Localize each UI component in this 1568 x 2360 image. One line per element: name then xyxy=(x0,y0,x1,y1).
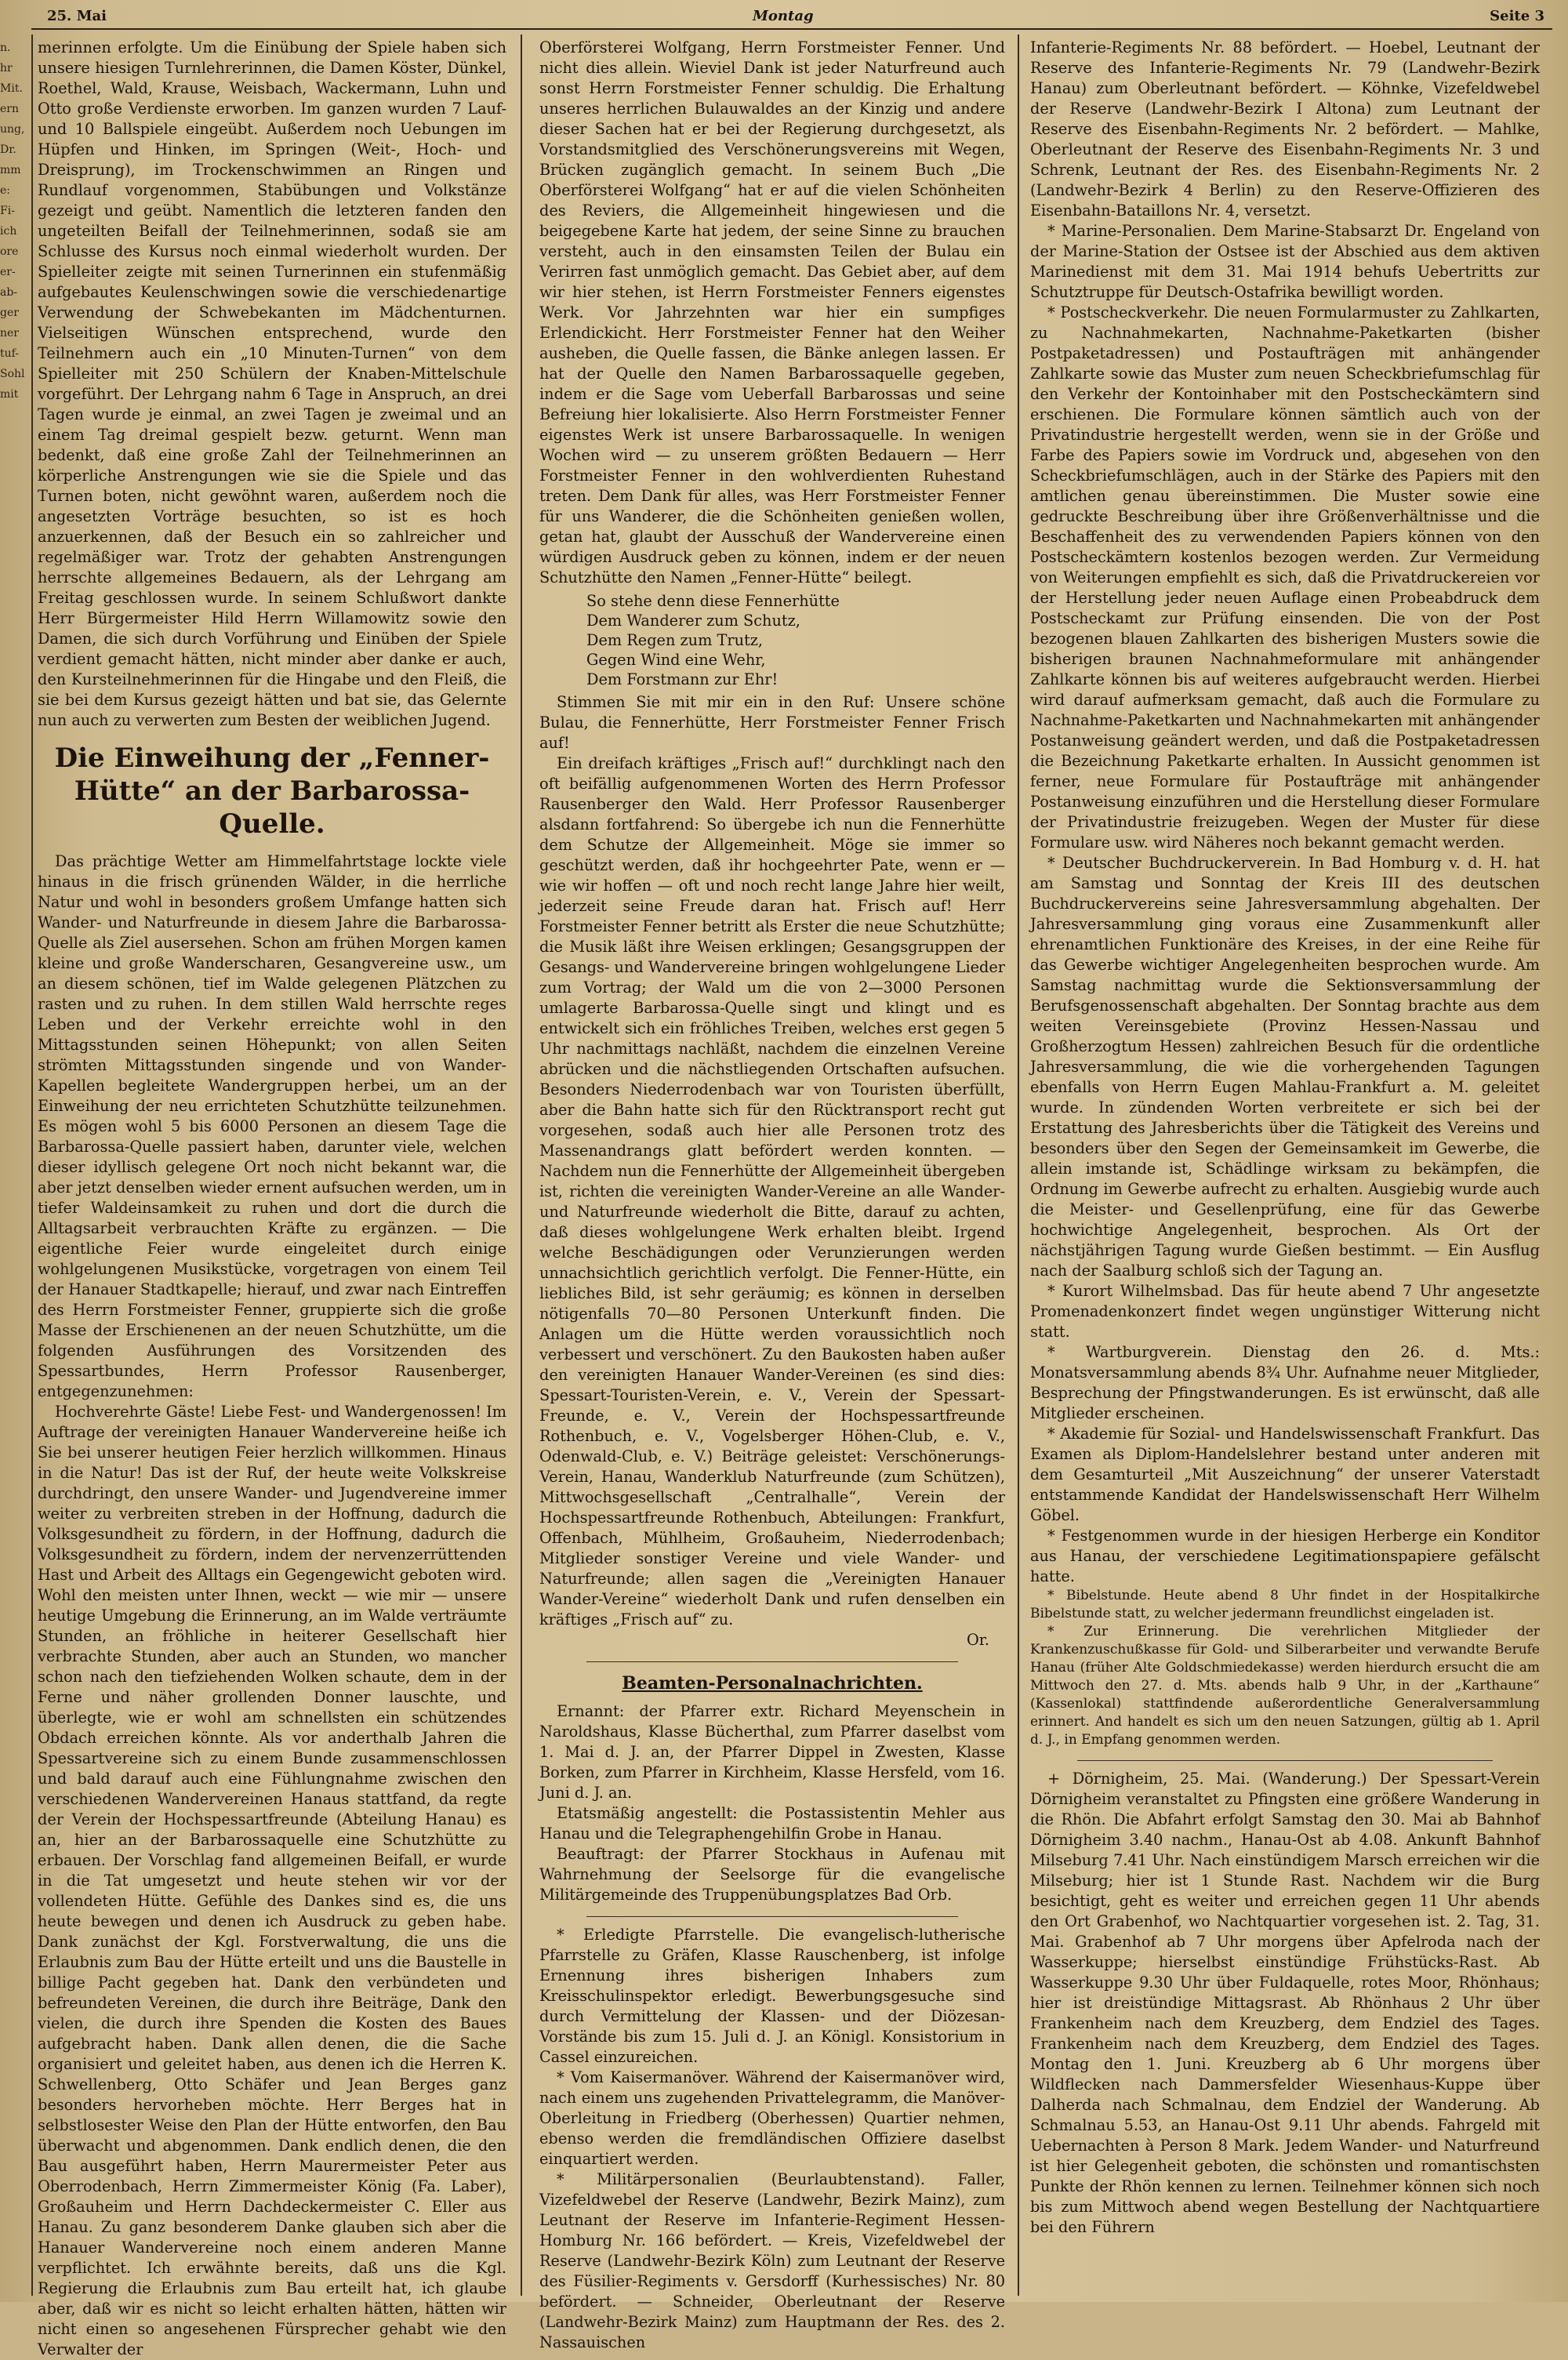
section-divider xyxy=(586,1916,958,1917)
article-text: Etatsmäßig angestellt: die Postassistentin Mehler aus Hanau und die Telegraphengehilfin Grobe in Hanau. xyxy=(539,1804,1005,1843)
section-divider xyxy=(586,1661,958,1662)
cut-off-fragment: ern xyxy=(0,103,19,115)
article-text: * Zur Erinnerung. Die verehrlichen Mitglieder der Krankenzuschußkasse für Gold- und Silberarbeiter und verwandte Berufe Hanau (früher Alte Goldschmiedekasse) werden hierdurch ersucht die am Mittwoch den 27. d. Mts. abends halb 9 Uhr, in der „Karthaune“ (Kassenlokal) stattfindende außerordentliche Generalversammlung erinnert. And handelt es sich um den neuen Satzungen, gültig ab 1. April d. J., in Empfang genommen werden. xyxy=(1030,1624,1540,1748)
header-day: Montag xyxy=(753,8,814,24)
poem xyxy=(586,591,1005,689)
cut-off-fragment: ner xyxy=(0,327,19,339)
article-text: * Marine-Personalien. Dem Marine-Stabsarzt Dr. Engeland von der Marine-Station der Ostsee ist der Abschied aus dem aktiven Marinedienst mit dem 31. Mai 1914 behufs Uebertritts zur Schutztruppe für Deutsch-Ostafrika bewilligt worden. xyxy=(1030,222,1540,301)
cut-off-fragment: ab- xyxy=(0,286,18,299)
header-rule xyxy=(31,28,1552,30)
column-3 xyxy=(1030,38,1540,2296)
headline-fenner-huette: Die Einweihung der „Fenner-Hütte“ an der Barbarossa-Quelle. xyxy=(54,742,490,840)
cut-off-fragment: Dr. xyxy=(0,143,16,156)
article-text: * Festgenommen wurde in der hiesigen Herberge ein Konditor aus Hanau, der verschiedene Legitimationspapiere gefälscht hatte. xyxy=(1030,1527,1540,1585)
cut-off-fragment: tuf- xyxy=(0,347,20,360)
article-text: * Vom Kaisermanöver. Während der Kaisermanöver wird, nach einem uns zugehenden Privattelegramm, die Manöver-Oberleitung in Friedberg (Oberhessen) Quartier nehmen, ebenso werden die fremdländischen Offiziere daselbst einquartiert werden. xyxy=(539,2068,1005,2168)
poem-line: Dem Wanderer zum Schutz, xyxy=(586,612,800,630)
author-signature: Or. xyxy=(966,1631,989,1649)
section-divider xyxy=(1077,1760,1493,1761)
column-divider xyxy=(521,34,522,2296)
article-text: * Deutscher Buchdruckerverein. In Bad Homburg v. d. H. hat am Samstag und Sonntag der Kreis III des deutschen Buchdruckervereins seine Jahresversammlung abgehalten. Der Jahresversammlung ging voraus eine Zusammenkunft aller ehrenamtlichen Funktionäre des Kreises, in der eine Reihe für das Gewerbe wichtiger Angelegenheiten besprochen wurde. Am Samstag nachmittag wurde die Sektionsversammlung der Berufsgenossenschaft abgehalten. Der Sonntag brachte aus dem weiten Vereinsgebiete (Provinz Hessen-Nassau und Großherzogtum Hessen) zahlreichen Besuch für die ordentliche Jahresversammlung, die wie die vorhergehenden Tagungen ebenfalls von Herrn Eugen Mahlau-Frankfurt a. M. geleitet wurde. In zündenden Worten verbreitete er sich bei der Erstattung des Jahresberichts über die Tätigkeit des Vereins und besonders über den Segen der Gemeinsamkeit im Gewerbe, die allein imstande ist, Schädlinge wirksam zu bekämpfen, die Ordnung im Gewerbe aufrecht zu erhalten. Ausgiebig wurde auch die Meister- und Gesellenprüfung, eine für das Gewerbe hochwichtige Angelegenheit, besprochen. Als Ort der nächstjährigen Tagung wurde Gießen bestimmt. — Ein Ausflug nach der Saalburg schloß sich der Tagung an. xyxy=(1030,854,1540,1280)
article-text: * Postscheckverkehr. Die neuen Formularmuster zu Zahlkarten, zu Nachnahmekarten, Nachnahme-Paketkarten (bisher Postpaketadressen) und Postaufträgen mit anhängender Zahlkarte sowie das Muster zum neuen Scheckbriefumschlag für den Verkehr der Kontoinhaber mit den Postscheckämtern sind erschienen. Die Formulare können sämtlich auch von der Privatindustrie hergestellt werden, wenn sie in der Größe und Farbe des Papiers sowie im Vordruck und, abgesehen von den Scheckbriefumschlägen, auch in der Stärke des Papiers mit den amtlichen genau übereinstimmen. Die Muster sowie eine gedruckte Beschreibung über ihre Größenverhältnisse und die Beschaffenheit des zu verwendenden Papiers können von den Postscheckämtern kostenlos bezogen werden. Zur Vermeidung von Weiterungen empfiehlt es sich, daß die Privatdruckereien vor der Herstellung jeder neuen Auflage einen Probeabdruck dem Postscheckamt zur Prüfung einsenden. Die von der Post bezogenen blauen Zahlkarten des bisherigen Musters sowie die bisherigen braunen Nachnahmeformulare mit anhängender Zahlkarte können bis auf weiteres aufgebraucht werden. Hierbei wird darauf aufmerksam gemacht, daß auch die Formulare zu Nachnahme-Paketkarten und Nachnahmekarten mit anhängender Postanweisung geändert werden, und daß die Postpaketadressen die Bezeichnung Paketkarte erhalten. In Aussicht genommen ist ferner, neue Formulare für Postaufträge mit anhängender Postanweisung einzuführen und die Herstellung dieser Formulare der Privatindustrie freizugeben. Wegen der Muster für diese Formulare usw. wird Näheres noch bekannt gemacht werden. xyxy=(1030,303,1540,851)
column-2 xyxy=(539,38,1005,2351)
article-text: * Erledigte Pfarrstelle. Die evangelisch-lutherische Pfarrstelle zu Gräfen, Klasse Rauschenberg, ist infolge Ernennung ihres bisherigen Inhabers zum Kreisschulinspektor erledigt. Bewerbungsgesuche sind durch Vermittelung der Klassen- und der Diözesan-Vorstände bis zum 15. Juli d. J. an Königl. Konsistorium in Cassel einzureichen. xyxy=(539,1926,1005,2066)
column-1 xyxy=(38,38,506,2358)
header-page-number: Seite 3 xyxy=(1490,8,1544,24)
article-text: Ein dreifach kräftiges „Frisch auf!“ durchklingt nach den oft beifällig aufgenommenen Worten des Herrn Professor Rausenberger den Wald. Herr Professor Rausenberger alsdann fortfahrend: So übergebe ich nun die Fennerhütte dem Schutze der Allgemeinheit. Möge sie immer so geschützt werden, daß ihr hochgeehrter Pate, wenn er — wie wir hoffen — oft und noch recht lange Jahre hier weilt, jederzeit seine Freude daran hat. Frisch auf! Herr Forstmeister Fenner betritt als Erster die neue Schutzhütte; die Musik läßt ihre Weisen erklingen; Gesangsgruppen der Gesangs- und Wandervereine bringen wohlgelungene Lieder zum Vortrag; der Wald um die von 2—3000 Personen umlagerte Barbarossa-Quelle singt und klingt und es entwickelt sich ein fröhliches Treiben, welches erst gegen 5 Uhr nachmittags nachläßt, nachdem die einzelnen Vereine abrücken und die nächstliegenden Ortschaften aufsuchen. Besonders Niederrodenbach war von Touristen überfüllt, aber die Bahn hatte sich für den Rücktransport recht gut vorgesehen, sodaß auch hier alle Personen trotz des Massenandrangs glatt befördert werden konnten. — Nachdem nun die Fennerhütte der Allgemeinheit übergeben ist, richten die vereinigten Wander-Vereine an alle Wander- und Naturfreunde wiederholt die Bitte, darauf zu achten, daß dieses wohlgelungene Werk erhalten bleibt. Irgend welche Beschädigungen oder Verunzierungen werden unnachsichtlich gerichtlich verfolgt. Die Fenner-Hütte, ein liebliches Bild, ist sehr geräumig; es können in derselben nötigenfalls 70—80 Personen Unterkunft finden. Die Anlagen um die Hütte werden voraussichtlich noch verbessert und verschönert. Zu den Baukosten haben außer den vereinigten Hanauer Wander-Vereinen (es sind dies: Spessart-Touristen-Verein, e. V., Verein der Spessart-Freunde, e. V., Verein der Hochspessartfreunde Rothenbuch, e. V., Vogelsberger Höhen-Club, e. V., Odenwald-Club, e. V.) Beiträge geleistet: Verschönerungs-Verein, Hanau, Wanderklub Naturfreunde (zum Schützen), Mittwochsgesellschaft „Centralhalle“, Verein der Hochspessartfreunde Rothenbuch, Abteilungen: Frankfurt, Offenbach, Mühlheim, Großauheim, Niederrodenbach; Mitglieder sonstiger Vereine und viele Wander- und Naturfreunde; allen sagen die „Vereinigten Hanauer Wander-Vereine“ wiederholt Dank und rufen denselben ein kräftiges „Frisch auf“ zu. xyxy=(539,754,1005,1628)
page-header xyxy=(31,5,1552,28)
cut-off-fragment: n. xyxy=(0,42,11,54)
cut-off-fragment: er- xyxy=(0,266,16,278)
article-text: + Dörnigheim, 25. Mai. (Wanderung.) Der Spessart-Verein Dörnigheim veranstaltet zu Pfingsten eine größere Wanderung in die Rhön. Die Abfahrt erfolgt Samstag den 30. Mai ab Bahnhof Dörnigheim 3.40 nachm., Hanau-Ost ab 4.08. Ankunft Bahnhof Milseburg 7.41 Uhr. Nach einstündigem Marsch erreichen wir die Milseburg; hier ist 1 Stunde Rast. Nachdem wir die Burg besichtigt, geht es weiter und erreichen gegen 11 Uhr abends den Ort Grabenhof, wo Nachtquartier vorgesehen ist. 2. Tag, 31. Mai. Grabenhof ab 7 Uhr morgens über Apfelroda nach der Wasserkuppe; hierselbst einstündige Frühstücks-Rast. Ab Wasserkuppe 9.30 Uhr über Fuldaquelle, rotes Moor, Rhönhaus; hier ist dreistündige Mittagsrast. Ab Rhönhaus 2 Uhr über Frankenheim nach dem Kreuzberg, dem Endziel des Tages. Frankenheim nach dem Kreuzberg, dem Endziel des Tages. Montag den 1. Juni. Kreuzberg ab 6 Uhr morgens über Wildflecken nach Dammersfelder Wiesenhaus-Kuppe über Dalherda nach Schmalnau, dem Endziel der Wanderung. Ab Schmalnau 5.53, an Hanau-Ost 9.11 Uhr abends. Fahrgeld mit Uebernachten à Person 8 Mark. Jedem Wander- und Naturfreund ist hier Gelegenheit geboten, die schönsten und romantischsten Punkte der Rhön kennen zu lernen. Teilnehmer können sich noch bis zum Mittwoch abend wegen Bestellung der Nachtquartiere bei den Führern xyxy=(1030,1770,1540,2236)
section-heading: Beamten-Personalnachrichten. xyxy=(622,1673,923,1694)
cut-off-fragment: e: xyxy=(0,184,11,197)
column-divider xyxy=(1018,34,1019,2296)
header-date: 25. Mai xyxy=(47,8,107,24)
article-text: * Wartburgverein. Dienstag den 26. d. Mts.: Monatsversammlung abends 8¾ Uhr. Aufnahme neuer Mitglieder, Besprechung der Pfingstwanderungen. Es ist erwünscht, daß alle Mitglieder erscheinen. xyxy=(1030,1343,1540,1422)
cut-off-fragment: hr xyxy=(0,62,13,74)
poem-line: Gegen Wind eine Wehr, xyxy=(586,651,766,669)
article-text: * Bibelstunde. Heute abend 8 Uhr findet in der Hospitalkirche Bibelstunde statt, zu welcher jedermann freundlichst eingeladen ist. xyxy=(1030,1588,1540,1621)
cut-off-fragment: mm xyxy=(0,164,21,176)
article-text: Stimmen Sie mit mir ein in den Ruf: Unsere schöne Bulau, die Fennerhütte, Herr Forstmeister Fenner Frisch auf! xyxy=(539,693,1005,752)
cut-off-fragment: ger xyxy=(0,307,19,319)
article-text: * Akademie für Sozial- und Handelswissenschaft Frankfurt. Das Examen als Diplom-Handelslehrer bestand unter anderen mit dem Gesamturteil „Mit Auszeichnung“ der unserer Vaterstadt entstammende Kandidat der Handelswissenschaft Herr Wilhelm Göbel. xyxy=(1030,1425,1540,1524)
cut-off-fragment: mit xyxy=(0,388,19,401)
article-text: Ernannt: der Pfarrer extr. Richard Meyenschein in Naroldshaus, Klasse Bücherthal, zum Pfarrer daselbst vom 1. Mai d. J. an, der Pfarrer Dippel in Zwesten, Klasse Borken, zum Pfarrer in Kirchheim, Klasse Hersfeld, vom 16. Juni d. J. an. xyxy=(539,1702,1005,1802)
cut-off-fragment: ung, xyxy=(0,123,25,136)
poem-line: So stehe denn diese Fennerhütte xyxy=(586,592,840,610)
cut-off-left-column xyxy=(0,38,24,2296)
cut-off-fragment: ich xyxy=(0,225,17,238)
cut-off-fragment: Fi- xyxy=(0,205,15,217)
poem-line: Dem Regen zum Trutz, xyxy=(586,631,764,649)
article-text: Das prächtige Wetter am Himmelfahrtstage lockte viele hinaus in die frisch grünenden Wälder, in die herrliche Natur und wohl in besonders großem Umfange hatten sich Wander- und Naturfreunde in diesem Jahre die Barbarossa-Quelle als Ziel ausersehen. Schon am frühen Morgen kamen kleine und große Wanderscharen, Gesangvereine usw., um an diesem schönen, tief im Walde gelegenen Plätzchen zu rasten und zu ruhen. In dem stillen Wald herrschte reges Leben und der Verkehr erreichte wohl in den Mittagsstunden seinen Höhepunkt; von allen Seiten strömten Mittagsstunden singende und von Wander-Kapellen begleitete Wandergruppen herbei, um an der Einweihung der neu errichteten Schutzhütte teilzunehmen. Es mögen wohl 5 bis 6000 Personen an diesem Tage die Barbarossa-Quelle passiert haben, darunter viele, welchen dieser idyllisch gelegene Ort noch nicht bekannt war, die aber jetzt denselben wieder ernent aufsuchen werden, um in tiefer Waldeinsamkeit zu ruhen und dort die durch die Alltagsarbeit verbrauchten Kräfte zu ergänzen. — Die eigentliche Feier wurde eingeleitet durch einige wohlgelungenen Musikstücke, vorgetragen von einem Teil der Hanauer Stadtkapelle; hierauf, und zwar nach Eintreffen des Herrn Forstmeister Fenner, gruppierte sich die große Masse der Erschienenen an der neuen Schutzhütte, um die folgenden Ausführungen des Vorsitzenden des Spessartbundes, Herrn Professor Rausenberger, entgegenzunehmen: xyxy=(38,852,506,1400)
article-text: * Militärpersonalien (Beurlaubtenstand). Faller, Vizefeldwebel der Reserve (Landwehr, Bezirk Mainz), zum Leutnant der Reserve im Infanterie-Regiment Hessen-Homburg Nr. 166 befördert. — Kreis, Vizefeldwebel der Reserve (Landwehr-Bezirk Köln) zum Leutnant der Reserve des Füsilier-Regiments v. Gersdorff (Kurhessisches) Nr. 80 befördert. — Schneider, Oberleutnant der Reserve (Landwehr-Bezirk Mainz) zum Hauptmann der Res. des 2. Nassauischen xyxy=(539,2170,1005,2351)
article-text: merinnen erfolgte. Um die Einübung der Spiele haben sich unsere hiesigen Turnlehrerinnen, die Damen Köster, Dünkel, Roethel, Wald, Krause, Weisbach, Wackermann, Luhn und Otto große Verdienste erworben. Im ganzen wurden 7 Lauf- und 10 Ballspiele eingeübt. Außerdem noch Uebungen im Hüpfen und Hinken, im Springen (Weit-, Hoch- und Dreisprung), im Trockenschwimmen an Ringen und Rundlauf vorgenommen, Stabübungen und Volkstänze gezeigt und geübt. Namentlich die letzteren fanden den ungeteilten Beifall der Teilnehmerinnen, sodaß sie am Schlusse des Kursus noch einmal wiederholt wurden. Der Spielleiter zeigte mit seinen Turnerinnen ein stufenmäßig aufgebautes Keulenschwingen sowie die verschiedenartige Verwendung der Schwebekanten im Mädchenturnen. Vielseitigen Wünschen entsprechend, wurde den Teilnehmern auch ein „10 Minuten-Turnen“ von dem Spielleiter mit 250 Schülern der Knaben-Mittelschule vorgeführt. Der Lehrgang nahm 6 Tage in Anspruch, an drei Tagen wurde je einmal, an zwei Tagen je zweimal und an einem Tag dreimal gespielt bezw. geturnt. Wenn man bedenkt, daß eine große Zahl der Teilnehmerinnen an körperliche Anstrengungen wie sie die Spiele und das Turnen boten, nicht gewöhnt waren, außerdem noch die angesetzten Vorträge besuchten, so ist es hoch anzuerkennen, daß der Besuch ein so zahlreicher und regelmäßiger war. Trotz der gehabten Anstrengungen herrschte allgemeines Bedauern, als der Lehrgang am Freitag geschlossen wurde. In seinem Schlußwort dankte Herr Bürgermeister Hild Herrn Willamowitz sowie den Damen, die sich durch Vorführung und Einüben der Spiele verdient gemacht hätten, nicht minder aber danke er auch, den Kursteilnehmerinnen für die Hingabe und den Fleiß, die sie bei dem Kursus gezeigt hätten und bat sie, das Gelernte nun auch zu verwerten zum Besten der weiblichen Jugend. xyxy=(38,38,506,729)
cut-off-fragment: Sohl xyxy=(0,368,25,380)
article-text: * Kurort Wilhelmsbad. Das für heute abend 7 Uhr angesetzte Promenadenkonzert findet wegen ungünstiger Witterung nicht statt. xyxy=(1030,1282,1540,1341)
article-text: Infanterie-Regiments Nr. 88 befördert. — Hoebel, Leutnant der Reserve des Infanterie-Regiments Nr. 79 (Landwehr-Bezirk Hanau) zum Oberleutnant befördert. — Köhnke, Vizefeldwebel der Reserve (Landwehr-Bezirk I Altona) zum Leutnant der Reserve des Eisenbahn-Regiments Nr. 2 befördert. — Mahlke, Oberleutnant der Reserve des Eisenbahn-Regiments Nr. 3 und Schrenk, Leutnant der Res. des Eisenbahn-Regiments Nr. 2 (Landwehr-Bezirk 4 Berlin) zu den Reserve-Offizieren des Eisenbahn-Bataillons Nr. 4, versetzt. xyxy=(1030,38,1540,220)
column-divider xyxy=(31,34,33,2296)
cut-off-fragment: Mit. xyxy=(0,82,23,95)
poem-line: Dem Forstmann zur Ehr! xyxy=(586,670,779,688)
article-text: Oberförsterei Wolfgang, Herrn Forstmeister Fenner. Und nicht dies allein. Wieviel Dank ist jeder Naturfreund auch sonst Herrn Forstmeister Fenner schuldig. Die Erhaltung unseres herrlichen Bulauwaldes an der Kinzig und andere dieser Sachen hat er bei der Regierung durchgesetzt, als Vorstandsmitglied des Verschönerungsvereins mit Wegen, Brücken zugänglich gemacht. In seinem Buch „Die Oberförsterei Wolfgang“ hat er auf die vielen Schönheiten des Reviers, die Allgemeinheit hingewiesen und die beigegebene Karte hat jedem, der seine Sinne zu brauchen versteht, auch in den einsamsten Teilen der Bulau ein Verirren fast unmöglich gemacht. Das Gebiet aber, auf dem wir hier stehen, ist Herrn Forstmeister Fenners eigenstes Werk. Vor Jahrzehnten war hier ein sumpfiges Erlendickicht. Herr Forstmeister Fenner hat den Weiher ausheben, die Quelle fassen, die Bänke anlegen lassen. Er hat der Quelle den Namen Barbarossaquelle gegeben, indem er die Sage vom Ueberfall Barbarossas und seine Befreiung hier lokalisierte. Also Herrn Forstmeister Fenner eigenstes Werk ist unsere Barbarossaquelle. In wenigen Wochen wird — zu unserem größten Bedauern — Herr Forstmeister Fenner in den wohlverdienten Ruhestand treten. Dem Dank für alles, was Herr Forstmeister Fenner für uns Wanderer, die die Schönheiten genießen wollen, getan hat, glaubt der Ausschuß der Wandervereine einen würdigen Ausdruck geben zu können, indem er der neuen Schutzhütte den Namen „Fenner-Hütte“ beilegt. xyxy=(539,38,1005,586)
article-text: Hochverehrte Gäste! Liebe Fest- und Wandergenossen! Im Auftrage der vereinigten Hanauer Wandervereine heiße ich Sie bei unserer heutigen Feier herzlich willkommen. Hinaus in die Natur! Das ist der Ruf, der heute weite Volkskreise durchdringt, den unsere Wander- und Jugendvereine immer weiter zu verbreiten streben in der Hoffnung, dadurch die Volksgesundheit zu fördern, in der Hoffnung, dadurch die Volksgesundheit zu fördern, indem der nervenzerrüttenden Hast und Arbeit des Alltags ein Gegengewicht geboten wird. Wohl den meisten unter Ihnen, weckt — wie mir — unsere heutige Umgebung die Erinnerung, an im Walde verträumte Stunden, an fröhliche in heiterer Gesellschaft hier verbrachte Stunden, aber auch an Stunden, wo mancher schon nach den tiefziehenden Wolken schaute, dem in der Ferne und näher grollenden Donner lauschte, und überlegte, wie er wohl am schnellsten ein schützendes Obdach erreichen könnte. Als vor anderthalb Jahren die Spessartvereine sich zu einem Bunde zusammenschlossen und bald darauf auch eine Fühlungnahme zwischen den verschiedenen Wandervereinen Hanaus stattfand, da regte der Verein der Hochspessartfreunde (Abteilung Hanau) es an, hier an der Barbarossaquelle eine Schutzhütte zu erbauen. Der Vorschlag fand allgemeinen Beifall, er wurde in die Tat umgesetzt und heute stehen wir vor der vollendeten Hütte. Gefühle des Dankes sind es, die uns heute bewegen und denen ich Ausdruck zu geben habe. Dank zunächst der Kgl. Forstverwaltung, die uns die Erlaubnis zum Bau der Hütte erteilt und uns die Baustelle in billige Pacht gegeben hat. Dank den verbündeten und befreundeten Vereinen, die durch ihre Beiträge, Dank den vielen, die durch ihre Spenden die Kosten des Baues aufgebracht haben. Dank allen denen, die die Sache organisiert und geleitet haben, aus denen ich die Herren K. Schwellenberg, Otto Schäfer und Jean Berges ganz besonders hervorheben möchte. Herr Berges hat in selbstlosester Weise den Plan der Hütte entworfen, den Bau überwacht und abgenommen. Dank endlich denen, die den Bau ausgeführt haben, Herrn Maurermeister Peter aus Oberrodenbach, Herrn Zimmermeister König (Fa. Laber), Großauheim und Herrn Dachdeckermeister C. Eller aus Hanau. Zu ganz besonderem Danke glauben sich aber die Hanauer Wandervereine noch einem anderen Manne verpflichtet. Ich erwähnte bereits, daß uns die Kgl. Regierung die Erlaubnis zum Bau erteilt hat, ich glaube aber, daß wir es nicht so leicht erhalten hätten, hätten wir nicht einen so angesehenen Fürsprecher gehabt wie den Verwalter der xyxy=(38,1403,506,2358)
article-text: Beauftragt: der Pfarrer Stockhaus in Aufenau mit Wahrnehmung der Seelsorge für die evangelische Militärgemeinde des Truppenübungsplatzes Bad Orb. xyxy=(539,1845,1005,1904)
cut-off-fragment: ore xyxy=(0,245,19,258)
